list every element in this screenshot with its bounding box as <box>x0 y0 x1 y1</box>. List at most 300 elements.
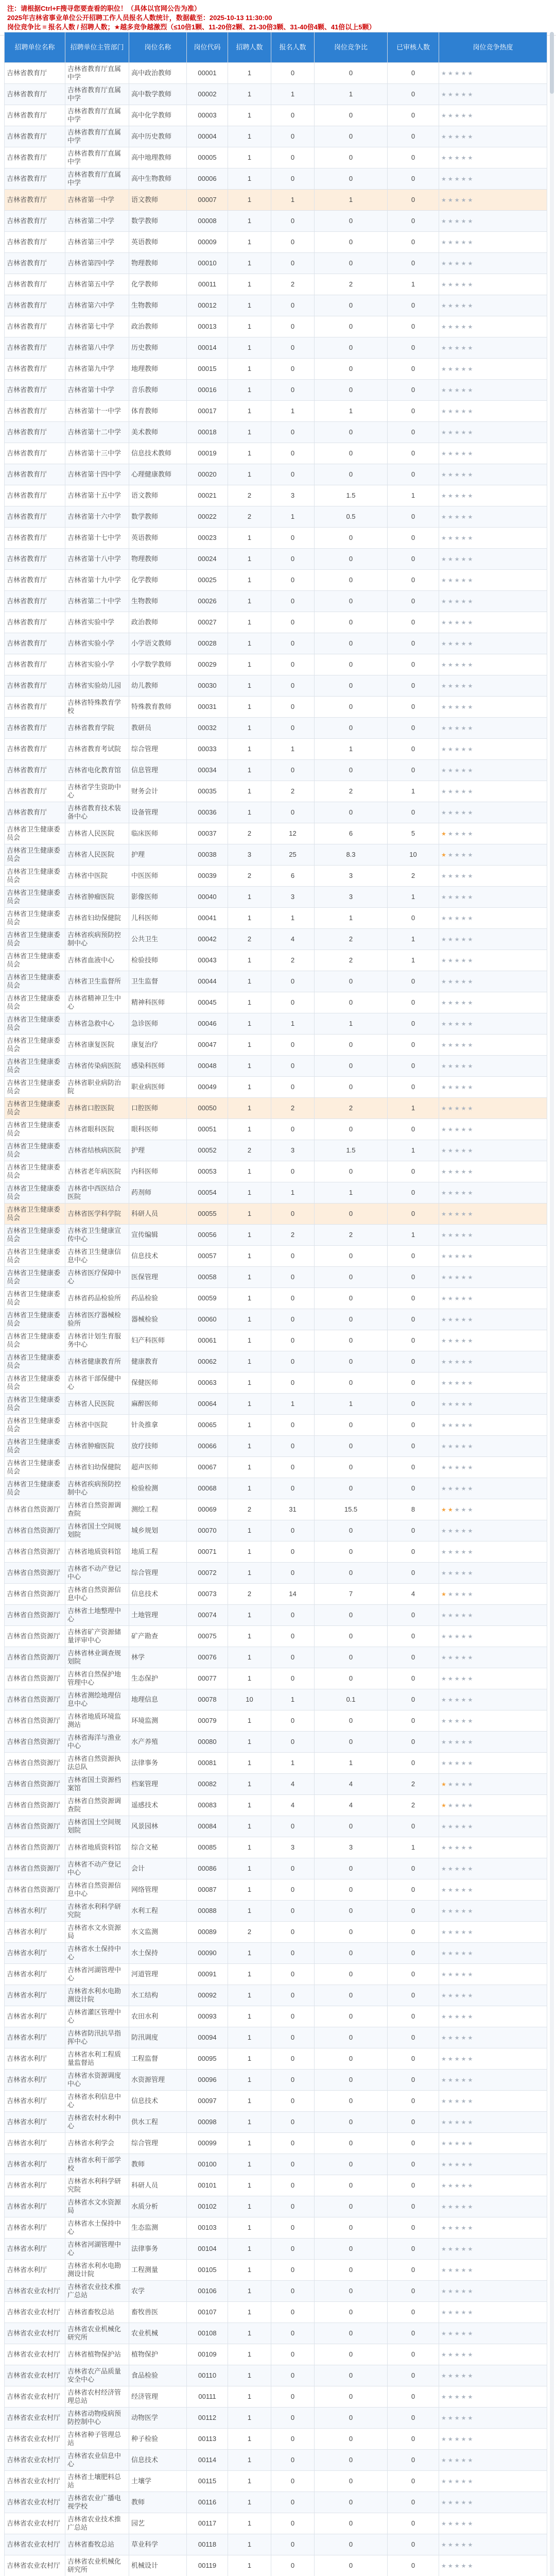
table-row <box>5 2534 547 2555</box>
star-icon: ★ <box>467 2288 475 2295</box>
position-name-cell: 中医医师 <box>129 866 187 887</box>
position-code-cell: 00026 <box>187 591 228 612</box>
star-icon: ★ <box>461 1739 468 1745</box>
position-name-cell: 动物医学 <box>129 2408 187 2429</box>
star-icon: ★ <box>441 1950 448 1957</box>
star-icon: ★ <box>467 1950 475 1957</box>
heat-stars <box>441 472 474 478</box>
position-name-cell: 高中政治教师 <box>129 63 187 84</box>
star-icon: ★ <box>461 2372 468 2379</box>
recruit-count-cell: 2 <box>228 1140 271 1161</box>
position-name-cell: 教师 <box>129 2492 187 2513</box>
recruit-count-cell: 1 <box>228 380 271 401</box>
star-icon: ★ <box>447 640 455 647</box>
star-icon: ★ <box>454 493 461 499</box>
table-row <box>5 1563 547 1584</box>
competition-ratio-cell: 0 <box>315 1309 388 1330</box>
department-name-cell: 吉林省水文水资源局 <box>65 1922 129 1943</box>
star-icon: ★ <box>467 2309 475 2316</box>
position-name-cell: 综合管理 <box>129 739 187 760</box>
position-code-cell: 00100 <box>187 2154 228 2175</box>
star-icon: ★ <box>467 1084 475 1091</box>
heat-cell <box>439 485 547 506</box>
competition-ratio-cell: 0 <box>315 1288 388 1309</box>
star-icon: ★ <box>441 831 448 837</box>
star-icon: ★ <box>467 2415 475 2421</box>
star-icon: ★ <box>467 1337 475 1344</box>
heat-stars <box>441 134 474 140</box>
department-name-cell: 吉林省海洋与渔业中心 <box>65 1732 129 1753</box>
table-row <box>5 84 547 105</box>
heat-cell <box>439 1119 547 1140</box>
department-name-cell: 吉林省肿瘤医院 <box>65 887 129 908</box>
applicant-count-cell: 0 <box>271 1457 315 1478</box>
star-icon: ★ <box>461 852 468 858</box>
applicant-count-cell: 0 <box>271 2513 315 2534</box>
star-icon: ★ <box>461 2457 468 2464</box>
star-icon: ★ <box>461 1422 468 1429</box>
applicant-count-cell: 0 <box>271 2070 315 2091</box>
star-icon: ★ <box>441 1591 448 1598</box>
position-code-cell: 00030 <box>187 675 228 697</box>
star-icon: ★ <box>447 2563 455 2569</box>
heat-stars <box>441 1866 474 1872</box>
heat-cell <box>439 2344 547 2365</box>
department-name-cell: 吉林省水利水电勘测设计院 <box>65 1985 129 2006</box>
table-row <box>5 2112 547 2133</box>
applicant-count-cell: 0 <box>271 380 315 401</box>
heat-stars <box>441 1486 474 1492</box>
applicant-count-cell: 0 <box>271 528 315 549</box>
star-icon: ★ <box>447 535 455 541</box>
heat-stars <box>441 1613 474 1619</box>
star-icon: ★ <box>447 1506 455 1513</box>
reviewed-count-cell: 0 <box>388 2196 439 2217</box>
department-name-cell: 吉林省动物疫病预防控制中心 <box>65 2408 129 2429</box>
star-icon: ★ <box>447 1042 455 1048</box>
table-row <box>5 506 547 528</box>
position-name-cell: 保健医师 <box>129 1372 187 1394</box>
star-icon: ★ <box>467 1992 475 1999</box>
recruit-count-cell: 1 <box>228 992 271 1013</box>
reviewed-count-cell: 0 <box>388 84 439 105</box>
position-name-cell: 草业科学 <box>129 2534 187 2555</box>
star-icon: ★ <box>454 70 461 77</box>
department-name-cell: 吉林省不动产登记中心 <box>65 1858 129 1879</box>
star-icon: ★ <box>441 1675 448 1682</box>
position-code-cell: 00103 <box>187 2217 228 2239</box>
department-name-cell: 吉林省老年病医院 <box>65 1161 129 1182</box>
star-icon: ★ <box>454 746 461 753</box>
star-icon: ★ <box>467 2098 475 2105</box>
reviewed-count-cell: 2 <box>388 1795 439 1816</box>
star-icon: ★ <box>467 2267 475 2274</box>
star-icon: ★ <box>447 2225 455 2231</box>
star-icon: ★ <box>454 324 461 330</box>
heat-stars <box>441 176 474 182</box>
table-row <box>5 380 547 401</box>
reviewed-count-cell: 0 <box>388 2323 439 2344</box>
star-icon: ★ <box>461 704 468 710</box>
star-icon: ★ <box>441 70 448 77</box>
star-icon: ★ <box>467 2035 475 2041</box>
star-icon: ★ <box>467 1718 475 1724</box>
applicant-count-cell: 0 <box>271 2260 315 2281</box>
department-name-cell: 吉林省农业广播电视学校 <box>65 2492 129 2513</box>
heat-stars <box>441 409 474 415</box>
position-code-cell: 00045 <box>187 992 228 1013</box>
recruit-count-cell: 1 <box>228 464 271 485</box>
position-code-cell: 00092 <box>187 1985 228 2006</box>
recruit-count-cell: 1 <box>228 697 271 718</box>
recruit-count-cell: 2 <box>228 823 271 844</box>
star-icon: ★ <box>454 767 461 774</box>
department-name-cell: 吉林省第十八中学 <box>65 549 129 570</box>
star-icon: ★ <box>467 831 475 837</box>
star-icon: ★ <box>461 1971 468 1978</box>
competition-ratio-cell: 6 <box>315 823 388 844</box>
star-icon: ★ <box>454 1506 461 1513</box>
star-icon: ★ <box>454 1570 461 1577</box>
applicant-count-cell: 0 <box>271 992 315 1013</box>
position-name-cell: 儿科医师 <box>129 908 187 929</box>
star-icon: ★ <box>461 1781 468 1788</box>
reviewed-count-cell: 0 <box>388 443 439 464</box>
applicant-count-cell: 6 <box>271 866 315 887</box>
star-icon: ★ <box>447 387 455 394</box>
star-icon: ★ <box>447 2098 455 2105</box>
position-name-cell: 综合管理 <box>129 2133 187 2154</box>
heat-cell <box>439 2154 547 2175</box>
unit-name-cell: 吉林省自然资源厅 <box>5 1710 65 1732</box>
recruit-count-cell: 1 <box>228 2344 271 2365</box>
table-row <box>5 697 547 718</box>
applicant-count-cell: 0 <box>271 2048 315 2070</box>
star-icon: ★ <box>441 2267 448 2274</box>
reviewed-count-cell: 0 <box>388 1035 439 1056</box>
unit-name-cell: 吉林省水利厅 <box>5 2154 65 2175</box>
heat-stars <box>441 324 474 330</box>
competition-ratio-cell: 0 <box>315 1541 388 1563</box>
applicant-count-cell: 12 <box>271 823 315 844</box>
unit-name-cell: 吉林省水利厅 <box>5 2091 65 2112</box>
department-name-cell: 吉林省卫生监督所 <box>65 971 129 992</box>
star-icon: ★ <box>454 1971 461 1978</box>
heat-cell <box>439 464 547 485</box>
position-name-cell: 康复治疗 <box>129 1035 187 1056</box>
position-code-cell: 00023 <box>187 528 228 549</box>
star-icon: ★ <box>467 1105 475 1112</box>
unit-name-cell: 吉林省卫生健康委员会 <box>5 1415 65 1436</box>
department-name-cell: 吉林省第八中学 <box>65 337 129 359</box>
star-icon: ★ <box>454 239 461 246</box>
star-icon: ★ <box>454 1739 461 1745</box>
table-row <box>5 781 547 802</box>
table-row <box>5 1710 547 1732</box>
position-code-cell: 00105 <box>187 2260 228 2281</box>
position-code-cell: 00067 <box>187 1457 228 1478</box>
star-icon: ★ <box>461 324 468 330</box>
star-icon: ★ <box>467 302 475 309</box>
heat-stars <box>441 197 474 204</box>
star-icon: ★ <box>461 1295 468 1302</box>
recruit-count-cell: 1 <box>228 1309 271 1330</box>
table-row <box>5 1161 547 1182</box>
star-icon: ★ <box>467 133 475 140</box>
notice-line-3: 岗位竞争比 = 报名人数 / 招聘人数；★越多竞争越激烈（≤10倍1颗、11-20倍2颗、21-30倍3颗、31-40倍4颗、41倍以上5颗） <box>7 23 376 31</box>
reviewed-count-cell: 0 <box>388 1204 439 1225</box>
heat-stars <box>441 2014 474 2020</box>
heat-stars <box>441 2458 474 2464</box>
table-header-row <box>5 32 547 63</box>
position-name-cell: 针灸推拿 <box>129 1415 187 1436</box>
unit-name-cell: 吉林省卫生健康委员会 <box>5 1372 65 1394</box>
reviewed-count-cell: 0 <box>388 401 439 422</box>
unit-name-cell: 吉林省农业农村厅 <box>5 2281 65 2302</box>
heat-cell <box>439 718 547 739</box>
vertical-scrollbar[interactable] <box>550 32 554 2576</box>
department-name-cell: 吉林省结核病医院 <box>65 1140 129 1161</box>
star-icon: ★ <box>441 1168 448 1175</box>
reviewed-count-cell: 0 <box>388 1077 439 1098</box>
unit-name-cell: 吉林省教育厅 <box>5 760 65 781</box>
heat-cell <box>439 802 547 823</box>
star-icon: ★ <box>454 2457 461 2464</box>
table-row <box>5 1753 547 1774</box>
position-name-cell: 会计 <box>129 1858 187 1879</box>
star-icon: ★ <box>447 1760 455 1767</box>
department-name-cell: 吉林省自然资源信息中心 <box>65 1584 129 1605</box>
department-name-cell: 吉林省地质资料馆 <box>65 1541 129 1563</box>
position-name-cell: 公共卫生 <box>129 929 187 950</box>
star-icon: ★ <box>461 936 468 943</box>
position-name-cell: 感染科医师 <box>129 1056 187 1077</box>
star-icon: ★ <box>447 1063 455 1070</box>
heat-stars <box>441 1634 474 1640</box>
star-icon: ★ <box>454 1633 461 1640</box>
star-icon: ★ <box>441 1887 448 1893</box>
applicant-count-cell: 0 <box>271 1478 315 1499</box>
applicant-count-cell: 2 <box>271 1225 315 1246</box>
star-icon: ★ <box>447 2457 455 2464</box>
unit-name-cell: 吉林省卫生健康委员会 <box>5 1204 65 1225</box>
unit-name-cell: 吉林省卫生健康委员会 <box>5 1436 65 1457</box>
unit-name-cell: 吉林省卫生健康委员会 <box>5 823 65 844</box>
reviewed-count-cell: 0 <box>388 1964 439 1985</box>
table-row <box>5 844 547 866</box>
table-row <box>5 1816 547 1837</box>
star-icon: ★ <box>461 2140 468 2147</box>
star-icon: ★ <box>467 176 475 182</box>
star-icon: ★ <box>441 1929 448 1936</box>
heat-stars <box>441 599 474 605</box>
department-name-cell: 吉林省自然资源调查院 <box>65 1499 129 1520</box>
table-row <box>5 908 547 929</box>
position-name-cell: 政治教师 <box>129 316 187 337</box>
star-icon: ★ <box>454 1126 461 1133</box>
star-icon: ★ <box>447 2372 455 2379</box>
unit-name-cell: 吉林省自然资源厅 <box>5 1816 65 1837</box>
heat-cell <box>439 1161 547 1182</box>
position-name-cell: 科研人员 <box>129 2175 187 2196</box>
unit-name-cell: 吉林省农业农村厅 <box>5 2386 65 2408</box>
star-icon: ★ <box>441 2056 448 2062</box>
heat-cell <box>439 380 547 401</box>
star-icon: ★ <box>447 1950 455 1957</box>
table-row <box>5 1140 547 1161</box>
recruit-count-cell: 1 <box>228 2260 271 2281</box>
star-icon: ★ <box>454 662 461 668</box>
star-icon: ★ <box>441 556 448 563</box>
star-icon: ★ <box>461 2035 468 2041</box>
position-name-cell: 健康教育 <box>129 1351 187 1372</box>
star-icon: ★ <box>447 1929 455 1936</box>
reviewed-count-cell: 0 <box>388 633 439 654</box>
reviewed-count-cell: 0 <box>388 168 439 190</box>
applicant-count-cell: 0 <box>271 2344 315 2365</box>
star-icon: ★ <box>454 1021 461 1027</box>
star-icon: ★ <box>461 535 468 541</box>
department-name-cell: 吉林省水利信息中心 <box>65 2091 129 2112</box>
applicant-count-cell: 0 <box>271 549 315 570</box>
applicant-count-cell: 0 <box>271 253 315 274</box>
position-name-cell: 机械设计 <box>129 2555 187 2576</box>
applicant-count-cell: 0 <box>271 1964 315 1985</box>
position-name-cell: 综合管理 <box>129 1563 187 1584</box>
unit-name-cell: 吉林省教育厅 <box>5 211 65 232</box>
star-icon: ★ <box>447 281 455 288</box>
table-row <box>5 464 547 485</box>
star-icon: ★ <box>441 2520 448 2527</box>
star-icon: ★ <box>467 2351 475 2358</box>
heat-cell <box>439 2281 547 2302</box>
heat-stars <box>441 1106 474 1112</box>
table-row <box>5 1246 547 1267</box>
star-icon: ★ <box>454 809 461 816</box>
heat-stars <box>441 535 474 541</box>
heat-cell <box>439 2492 547 2513</box>
star-icon: ★ <box>441 302 448 309</box>
department-name-cell: 吉林省第六中学 <box>65 295 129 316</box>
star-icon: ★ <box>454 1697 461 1703</box>
department-name-cell: 吉林省测绘地理信息中心 <box>65 1689 129 1710</box>
heat-stars <box>441 2563 474 2569</box>
applicant-count-cell: 0 <box>271 464 315 485</box>
competition-ratio-cell: 0 <box>315 1436 388 1457</box>
column-header: 招聘人数 <box>228 32 271 63</box>
heat-cell <box>439 1732 547 1753</box>
unit-name-cell: 吉林省教育厅 <box>5 295 65 316</box>
reviewed-count-cell: 0 <box>388 1922 439 1943</box>
reviewed-count-cell: 0 <box>388 253 439 274</box>
competition-ratio-cell: 0 <box>315 2450 388 2471</box>
reviewed-count-cell: 0 <box>388 1478 439 1499</box>
column-header: 岗位代码 <box>187 32 228 63</box>
position-name-cell: 药剂师 <box>129 1182 187 1204</box>
competition-ratio-cell: 0 <box>315 1668 388 1689</box>
star-icon: ★ <box>461 2267 468 2274</box>
heat-cell <box>439 2091 547 2112</box>
heat-stars <box>441 1127 474 1133</box>
recruit-count-cell: 1 <box>228 295 271 316</box>
star-icon: ★ <box>447 556 455 563</box>
star-icon: ★ <box>454 1084 461 1091</box>
star-icon: ★ <box>467 1464 475 1471</box>
heat-cell <box>439 866 547 887</box>
star-icon: ★ <box>467 2499 475 2506</box>
heat-stars <box>441 1908 474 1914</box>
recruit-count-cell: 1 <box>228 2386 271 2408</box>
star-icon: ★ <box>467 2520 475 2527</box>
table-row <box>5 1204 547 1225</box>
unit-name-cell: 吉林省教育厅 <box>5 570 65 591</box>
heat-stars <box>441 2183 474 2189</box>
department-name-cell: 吉林省教育厅直属中学 <box>65 147 129 168</box>
position-code-cell: 00003 <box>187 105 228 126</box>
competition-ratio-cell: 0 <box>315 1964 388 1985</box>
position-name-cell: 档案管理 <box>129 1774 187 1795</box>
position-name-cell: 信息技术 <box>129 1584 187 1605</box>
star-icon: ★ <box>447 1866 455 1872</box>
department-name-cell: 吉林省人民医院 <box>65 823 129 844</box>
applicant-count-cell: 0 <box>271 1372 315 1394</box>
table-row <box>5 401 547 422</box>
position-code-cell: 00032 <box>187 718 228 739</box>
heat-cell <box>439 760 547 781</box>
reviewed-count-cell: 0 <box>388 2344 439 2365</box>
heat-stars <box>441 451 474 457</box>
department-name-cell: 吉林省教育厅直属中学 <box>65 168 129 190</box>
competition-ratio-cell: 1.5 <box>315 485 388 506</box>
heat-cell <box>439 2133 547 2154</box>
recruit-count-cell: 3 <box>228 844 271 866</box>
reviewed-count-cell: 0 <box>388 1985 439 2006</box>
position-code-cell: 00051 <box>187 1119 228 1140</box>
heat-cell <box>439 549 547 570</box>
heat-cell <box>439 443 547 464</box>
recruit-count-cell: 1 <box>228 1056 271 1077</box>
position-code-cell: 00037 <box>187 823 228 844</box>
heat-stars <box>441 71 474 77</box>
recruit-count-cell: 1 <box>228 2112 271 2133</box>
star-icon: ★ <box>441 746 448 753</box>
star-icon: ★ <box>467 91 475 98</box>
position-code-cell: 00025 <box>187 570 228 591</box>
position-code-cell: 00060 <box>187 1309 228 1330</box>
star-icon: ★ <box>454 1760 461 1767</box>
position-code-cell: 00036 <box>187 802 228 823</box>
star-icon: ★ <box>454 2056 461 2062</box>
recruit-count-cell: 1 <box>228 1182 271 1204</box>
star-icon: ★ <box>441 1401 448 1408</box>
star-icon: ★ <box>441 260 448 267</box>
star-icon: ★ <box>461 2541 468 2548</box>
scrollbar-thumb[interactable] <box>550 32 554 94</box>
table-row <box>5 126 547 147</box>
table-row <box>5 1541 547 1563</box>
position-name-cell: 医保管理 <box>129 1267 187 1288</box>
applicant-count-cell: 0 <box>271 63 315 84</box>
department-name-cell: 吉林省农产品质量安全中心 <box>65 2365 129 2386</box>
star-icon: ★ <box>441 387 448 394</box>
star-icon: ★ <box>454 2415 461 2421</box>
position-name-cell: 麻醉医师 <box>129 1394 187 1415</box>
star-icon: ★ <box>461 2204 468 2210</box>
department-name-cell: 吉林省肿瘤医院 <box>65 1436 129 1457</box>
reviewed-count-cell: 0 <box>388 2408 439 2429</box>
competition-ratio-cell: 1.5 <box>315 1140 388 1161</box>
position-name-cell: 法律事务 <box>129 2239 187 2260</box>
